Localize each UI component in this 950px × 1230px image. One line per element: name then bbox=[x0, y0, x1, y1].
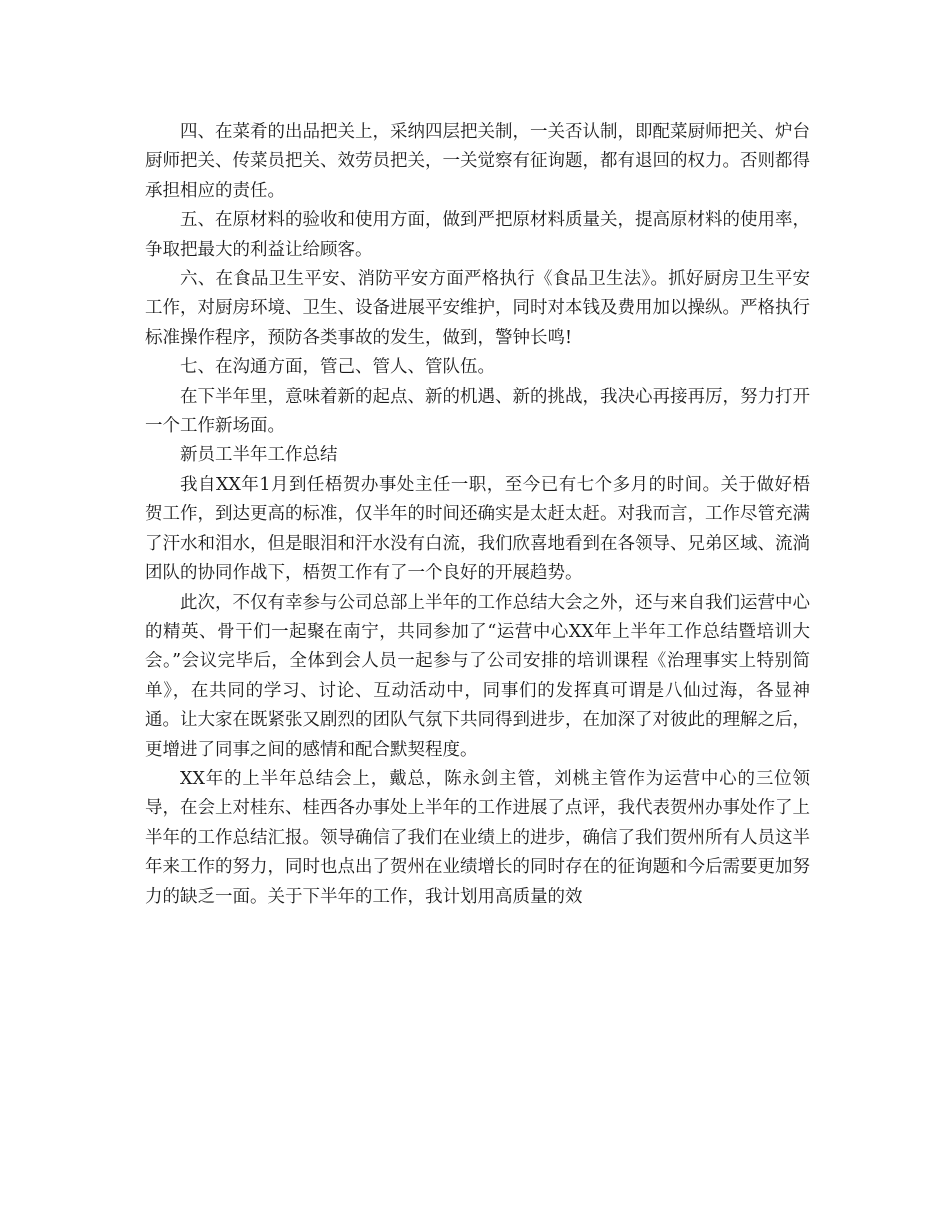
paragraph-meeting: 此次，不仅有幸参与公司总部上半年的工作总结大会之外，还与来自我们运营中心的精英、骨干们一起聚在南宁，共同参加了“运营中心XX年上半年工作总结暨培训大会。”会议完毕后，全体到会人员一起参与了公司安排的培训课程《治理事实上特别简单》，在共同的学习、讨论、互动活动中，同事们的发挥真可谓是八仙过海，各显神通。让大家在既紧张又剧烈的团队气氛下共同得到进步，在加深了对彼此的理解之后，更增进了同事之间的感情和配合默契程度。 bbox=[145, 592, 810, 760]
paragraph-intro: 我自XX年1月到任梧贺办事处主任一职，至今已有七个多月的时间。关于做好梧贺工作，到达更高的标准，仅半年的时间还确实是太赶太赶。对我而言，工作尽管充满了汗水和泪水，但是眼泪和汗水没有白流，我们欣喜地看到在各领导、兄弟区域、流淌团队的协同作战下，梧贺工作有了一个良好的开展趋势。 bbox=[145, 474, 810, 584]
paragraph-item-four: 四、在菜肴的出品把关上，采纳四层把关制，一关否认制，即配菜厨师把关、炉台厨师把关、传菜员把关、效劳员把关，一关觉察有征询题，都有退回的权力。否则都得承担相应的责任。 bbox=[145, 122, 810, 201]
paragraph-review: XX年的上半年总结会上，戴总，陈永剑主管，刘桃主管作为运营中心的三位领导，在会上对桂东、桂西各办事处上半年的工作进展了点评，我代表贺州办事处作了上半年的工作总结汇报。领导确信了我们在业绩上的进步，确信了我们贺州所有人员这半年来工作的努力，同时也点出了贺州在业绩增长的同时存在的征询题和今后需要更加努力的缺乏一面。关于下半年的工作，我计划用高质量的效 bbox=[145, 768, 810, 907]
section-title: 新员工半年工作总结 bbox=[180, 445, 338, 466]
paragraph-item-six: 六、在食品卫生平安、消防平安方面严格执行《食品卫生法》。抓好厨房卫生平安工作，对厨房环境、卫生、设备进展平安维护，同时对本钱及费用加以操纵。严格执行标准操作程序，预防各类事故的发生，做到，警钟长鸣! bbox=[145, 269, 810, 348]
paragraph-item-seven: 七、在沟通方面，管己、管人、管队伍。 bbox=[180, 357, 495, 378]
document-page bbox=[145, 118, 810, 912]
paragraph-second-half-resolve: 在下半年里，意味着新的起点、新的机遇、新的挑战，我决心再接再厉，努力打开一个工作新场面。 bbox=[145, 386, 810, 437]
paragraph-item-five: 五、在原材料的验收和使用方面，做到严把原材料质量关，提高原材料的使用率，争取把最大的利益让给顾客。 bbox=[145, 210, 810, 260]
